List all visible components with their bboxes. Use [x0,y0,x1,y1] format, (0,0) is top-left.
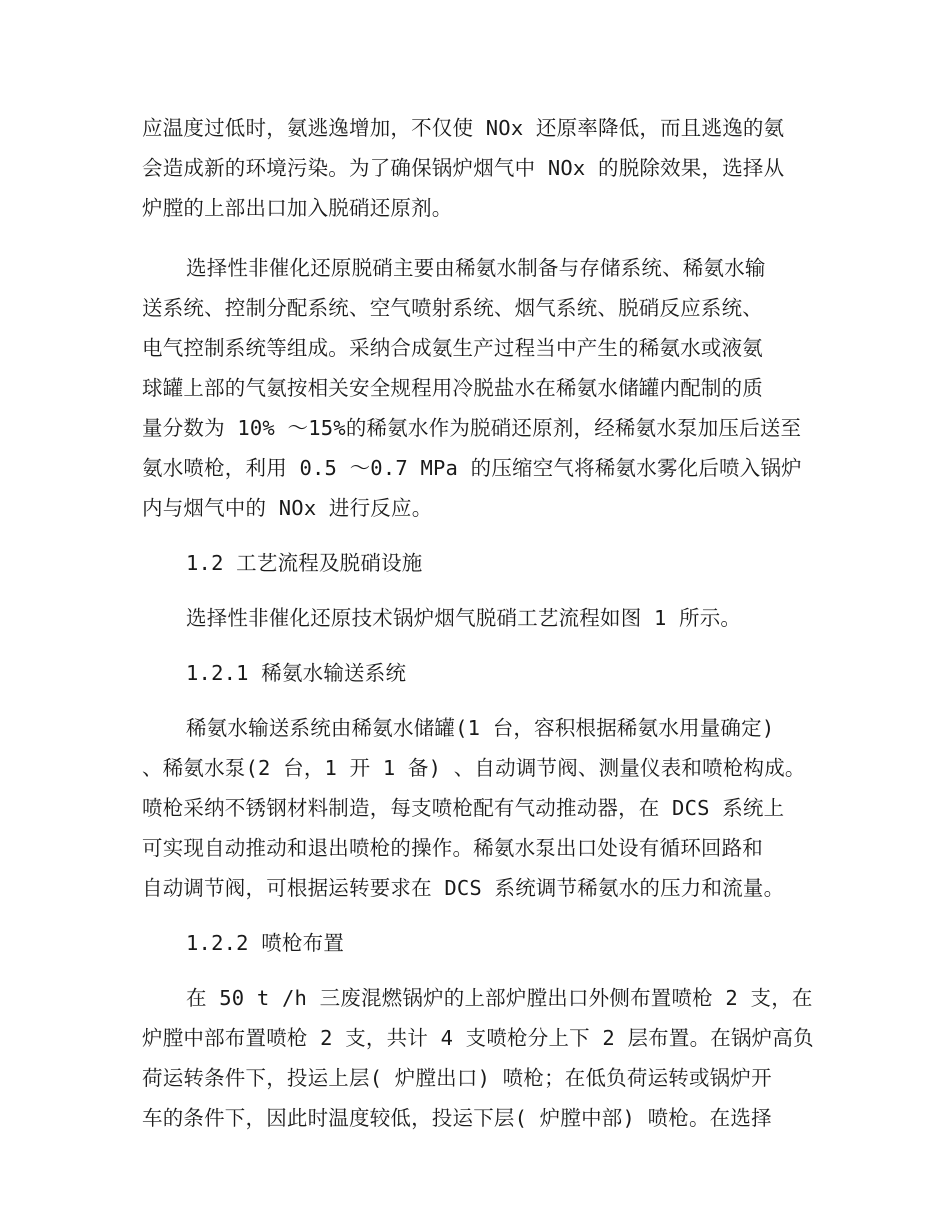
text-line: 稀氨水输送系统由稀氨水储罐(1 台，容积根据稀氨水用量确定) [186,716,775,740]
text-line: 喷枪采纳不锈钢材料制造，每支喷枪配有气动推动器，在 DCS 系统上 [142,796,785,820]
text-line: 会造成新的环境污染。为了确保锅炉烟气中 NOx 的脱除效果，选择从 [142,156,785,180]
text-line: 车的条件下，因此时温度较低，投运下层( 炉膛中部) 喷枪。在选择 [142,1106,772,1130]
text-line: 球罐上部的气氨按相关安全规程用冷脱盐水在稀氨水储罐内配制的质 [142,376,763,400]
text-line: 炉膛中部布置喷枪 2 支，共计 4 支喷枪分上下 2 层布置。在锅炉高负 [142,1026,814,1050]
text-line: 自动调节阀，可根据运转要求在 DCS 系统调节稀氨水的压力和流量。 [142,876,785,900]
text-line: 应温度过低时，氨逃逸增加，不仅使 NOx 还原率降低，而且逃逸的氨 [142,116,785,140]
paragraph-nozzle-layout [142,978,814,1138]
text-line: 送系统、控制分配系统、空气喷射系统、烟气系统、脱硝反应系统、 [142,296,763,320]
text-line: 荷运转条件下，投运上层( 炉膛出口) 喷枪；在低负荷运转或锅炉开 [142,1066,772,1090]
text-line: 炉膛的上部出口加入脱硝还原剂。 [142,196,453,220]
section-heading: 1.2 工艺流程及脱硝设施 [186,551,423,575]
text-line: 电气控制系统等组成。采纳合成氨生产过程当中产生的稀氨水或液氨 [142,336,763,360]
subsection-heading: 1.2.1 稀氨水输送系统 [186,661,407,685]
document-page [142,108,814,1138]
text-line: 可实现自动推动和退出喷枪的操作。稀氨水泵出口处设有循环回路和 [142,836,763,860]
paragraph-ammonia-delivery [142,708,806,908]
paragraph-sncr-composition [142,248,806,528]
text-line: 内与烟气中的 NOx 进行反应。 [142,496,433,520]
text-line: 选择性非催化还原脱硝主要由稀氨水制备与存储系统、稀氨水输 [186,256,766,280]
text-line: 、稀氨水泵(2 台，1 开 1 备) 、自动调节阀、测量仪表和喷枪构成。 [142,756,806,780]
text-line: 量分数为 10% ～15%的稀氨水作为脱硝还原剂，经稀氨水泵加压后送至 [142,416,802,440]
paragraph-process-flow: 选择性非催化还原技术锅炉烟气脱硝工艺流程如图 1 所示。 [186,606,742,630]
paragraph-ammonia-slip [142,108,806,228]
text-line: 氨水喷枪，利用 0.5 ～0.7 MPa 的压缩空气将稀氨水雾化后喷入锅炉 [142,456,802,480]
subsection-heading: 1.2.2 喷枪布置 [186,931,345,955]
text-line: 在 50 t /h 三废混燃锅炉的上部炉膛出口外侧布置喷枪 2 支，在 [186,986,813,1010]
